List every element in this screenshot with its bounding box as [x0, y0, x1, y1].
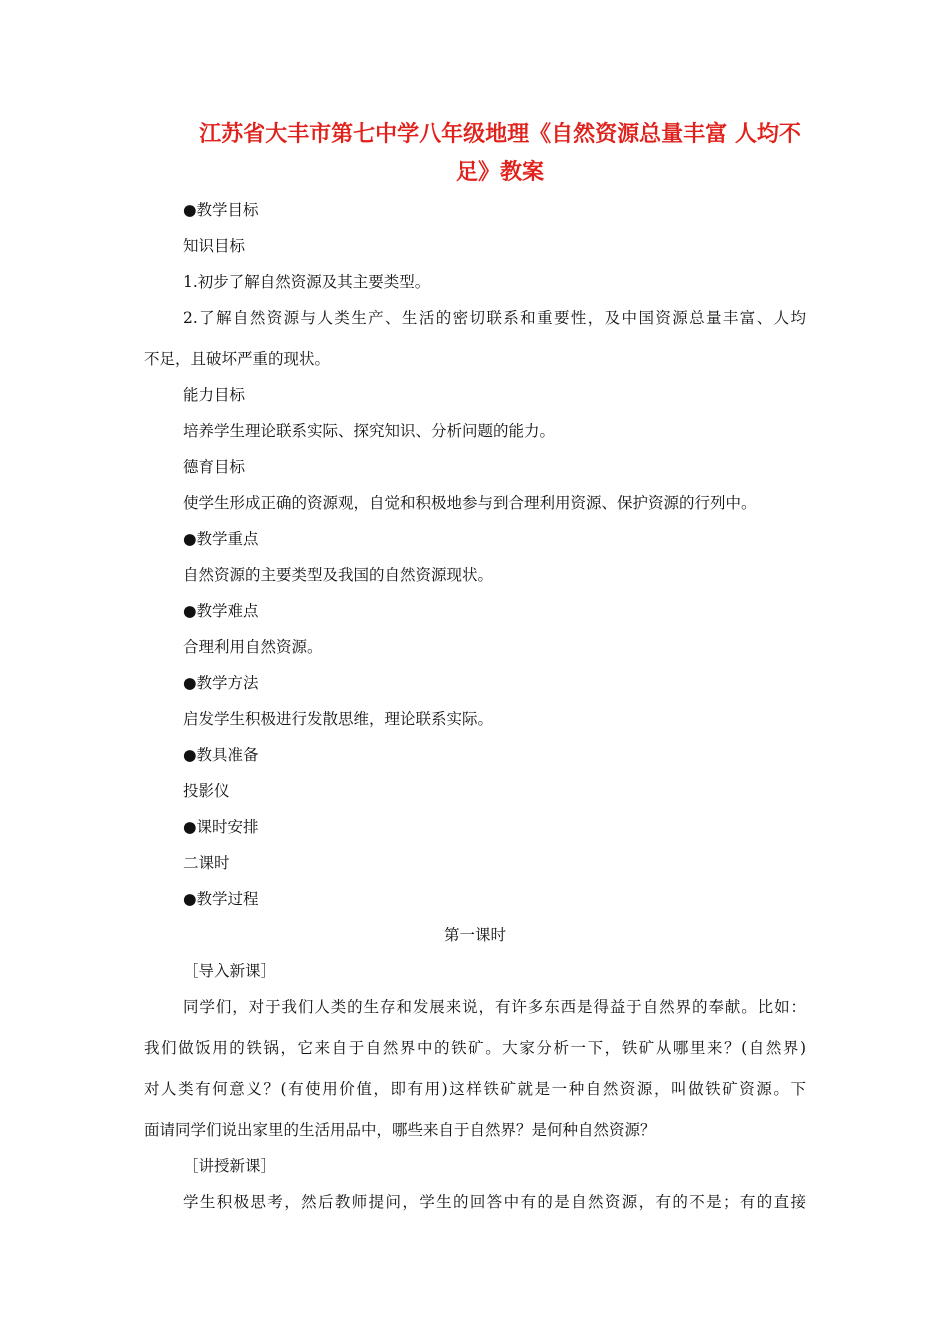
paragraph-line: 我们做饭用的铁锅，它来自于自然界中的铁矿。大家分析一下，铁矿从哪里来？(自然界)	[144, 1039, 806, 1057]
paragraph-line: 1.初步了解自然资源及其主要类型。	[183, 273, 431, 291]
heading-teaching-process: ●教学过程	[183, 890, 259, 908]
paragraph-line: 自然资源的主要类型及我国的自然资源现状。	[183, 566, 494, 584]
paragraph-line: 面请同学们说出家里的生活用品中，哪些来自于自然界？是何种自然资源？	[144, 1121, 656, 1139]
paragraph-line: 使学生形成正确的资源观，自觉和积极地参与到合理利用资源、保护资源的行列中。	[183, 494, 757, 512]
paragraph-line: 不足，且破坏严重的现状。	[144, 350, 331, 368]
paragraph-line: 合理利用自然资源。	[183, 638, 323, 656]
subheading-new-lesson: ［讲授新课］	[183, 1157, 277, 1175]
subheading-ability-objectives: 能力目标	[183, 386, 246, 404]
heading-class-schedule: ●课时安排	[183, 818, 259, 836]
heading-teaching-aids: ●教具准备	[183, 746, 259, 764]
heading-teaching-objectives: ●教学目标	[183, 201, 259, 219]
subheading-moral-objectives: 德育目标	[183, 458, 246, 476]
heading-teaching-difficulty: ●教学难点	[183, 602, 259, 620]
paragraph-line: 同学们，对于我们人类的生存和发展来说，有许多东西是得益于自然界的奉献。比如：	[183, 998, 806, 1016]
subheading-knowledge-objectives: 知识目标	[183, 237, 246, 255]
paragraph-line: 学生积极思考，然后教师提问，学生的回答中有的是自然资源，有的不是；有的直接	[183, 1193, 806, 1211]
document-title-line-2: 足》教案	[455, 160, 544, 185]
heading-teaching-method: ●教学方法	[183, 674, 259, 692]
section-title-first-lesson: 第一课时	[443, 926, 506, 944]
heading-teaching-focus: ●教学重点	[183, 530, 259, 548]
paragraph-line: 投影仪	[183, 782, 230, 800]
document-title-line-1: 江苏省大丰市第七中学八年级地理《自然资源总量丰富 人均不	[199, 122, 801, 147]
paragraph-line: 培养学生理论联系实际、探究知识、分析问题的能力。	[183, 422, 556, 440]
paragraph-line: 对人类有何意义？(有使用价值，即有用)这样铁矿就是一种自然资源，叫做铁矿资源。下	[144, 1080, 806, 1098]
paragraph-line: 2.了解自然资源与人类生产、生活的密切联系和重要性，及中国资源总量丰富、人均	[183, 309, 806, 327]
subheading-introduction: ［导入新课］	[183, 962, 277, 980]
paragraph-line: 二课时	[183, 854, 230, 872]
paragraph-line: 启发学生积极进行发散思维，理论联系实际。	[183, 710, 494, 728]
